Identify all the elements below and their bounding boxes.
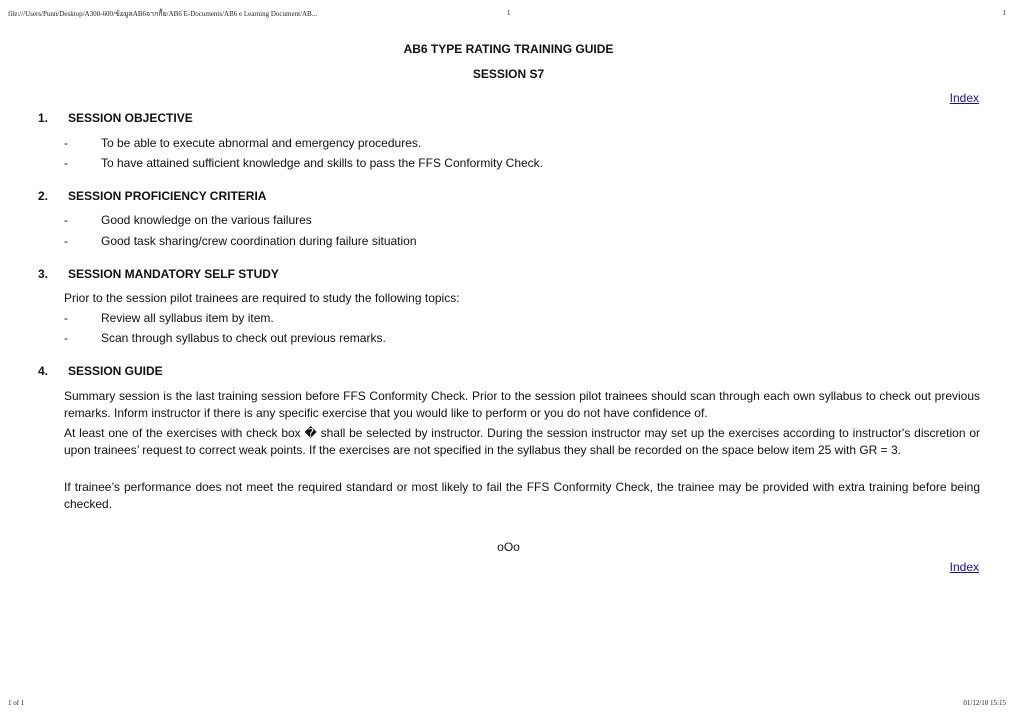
section-number: 1. (38, 111, 49, 125)
list-item (64, 311, 274, 325)
section-number: 4. (38, 364, 49, 378)
print-footer-datetime: 01/12/10 15:15 (963, 699, 1006, 707)
index-link-bottom[interactable]: Index (949, 560, 979, 574)
bullet-dash: - (64, 311, 68, 325)
print-header-page-right: 1 (1002, 9, 1006, 17)
section-intro: Prior to the session pilot trainees are required to study the following topics: (64, 291, 460, 305)
bullet-dash: - (64, 136, 68, 150)
section-title: SESSION MANDATORY SELF STUDY (68, 267, 279, 281)
index-link-top[interactable]: Index (949, 91, 979, 105)
paragraph: If trainee’s performance does not meet the required standard or most likely to fail the FFS Conformity Check, the trainee may be provided with extra training before being checked. (64, 480, 980, 511)
section-title: SESSION PROFICIENCY CRITERIA (68, 189, 267, 203)
section-heading (38, 189, 266, 203)
list-item-text: Review all syllabus item by item. (101, 311, 274, 325)
end-mark: oOo (497, 540, 520, 554)
document-title: AB6 TYPE RATING TRAINING GUIDE (403, 42, 614, 56)
list-item (64, 136, 421, 150)
list-item-text: Scan through syllabus to check out previous remarks. (101, 331, 386, 345)
list-item-text: To have attained sufficient knowledge and skills to pass the FFS Conformity Check. (101, 156, 544, 170)
print-footer-page-count: 1 of 1 (8, 699, 25, 707)
list-item (64, 234, 417, 248)
print-header (0, 9, 1017, 19)
section-heading (38, 267, 279, 281)
list-item-text: Good knowledge on the various failures (101, 213, 312, 227)
bullet-dash: - (64, 213, 68, 227)
bullet-dash: - (64, 156, 68, 170)
bullet-dash: - (64, 234, 68, 248)
list-item (64, 213, 312, 227)
section-number: 3. (38, 267, 49, 281)
list-item-text: To be able to execute abnormal and emergency procedures. (101, 136, 422, 150)
list-item (64, 331, 386, 345)
section-title: SESSION GUIDE (68, 364, 163, 378)
bullet-dash: - (64, 331, 68, 345)
paragraph: At least one of the exercises with check box � shall be selected by instructor. During the session instructor may set up the exercises according to instructor's discretion or upon trainees’ request to correct weak points. If the exercises are not specified in the syllabus they shall be recorded on the space below item 25 with GR = 3. (64, 426, 980, 457)
print-footer (0, 699, 1017, 709)
document-subtitle: SESSION S7 (472, 67, 545, 81)
section-heading (38, 111, 193, 125)
paragraph: Summary session is the last training session before FFS Conformity Check. Prior to the session pilot trainees should scan through each own syllabus to check out previous remarks. Inform instructor if there is any specific exercise that you would like to perform or you do not have confidence of. (64, 389, 980, 420)
print-header-page: 1 (507, 9, 511, 17)
list-item (64, 156, 543, 170)
section-heading (38, 364, 163, 378)
section-title: SESSION OBJECTIVE (68, 111, 193, 125)
print-header-path: file:///Users/Punn/Desktop/A300-600/ข้อมูลAB6จากกื้ย/AB6 E-Documents/AB6 e Learning Document/AB... (8, 10, 317, 18)
section-number: 2. (38, 189, 49, 203)
list-item-text: Good task sharing/crew coordination during failure situation (101, 234, 417, 248)
